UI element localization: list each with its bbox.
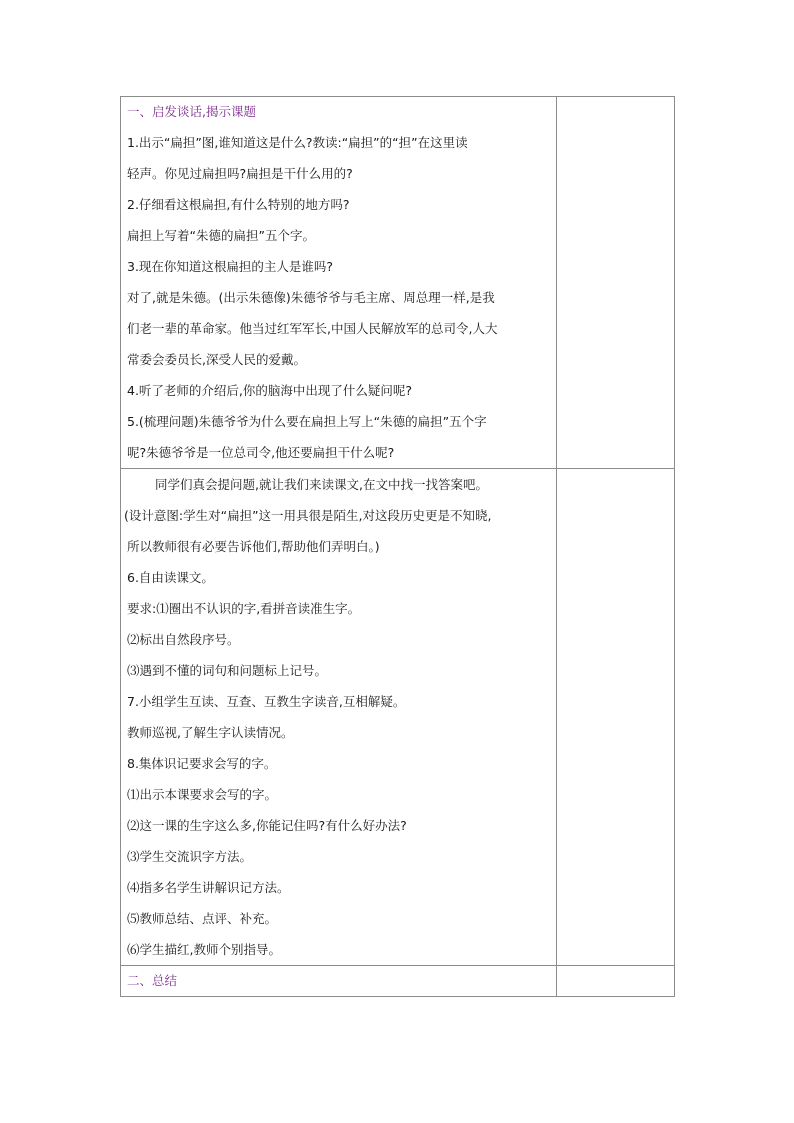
lesson-plan-table xyxy=(120,96,675,997)
intro-line: 同学们真会提问题,就让我们来读课文,在文中找一找答案吧。 xyxy=(155,477,488,492)
text-line: ⑶遇到不懂的词句和问题标上记号。 xyxy=(127,663,328,678)
section3-heading: 二、总结 xyxy=(127,973,178,988)
text-line: ⑴出示本课要求会写的字。 xyxy=(127,787,278,802)
text-line: ⑵这一课的生字这么多,你能记住吗?有什么好办法? xyxy=(127,818,407,833)
side-notes-cell xyxy=(557,966,675,997)
text-line: 8.集体识记要求会写的字。 xyxy=(127,756,277,771)
text-line: 5.(梳理问题)朱德爷爷为什么要在扁担上写上“朱德的扁担”五个字 xyxy=(127,414,487,429)
design-note-line: 所以教师很有必要告诉他们,帮助他们弄明白。) xyxy=(127,539,380,554)
section1-heading: 一、启发谈话,揭示课题 xyxy=(127,104,256,119)
text-line: 呢?朱德爷爷是一位总司令,他还要扁担干什么呢? xyxy=(127,445,395,460)
text-line: 2.仔细看这根扁担,有什么特别的地方吗? xyxy=(127,197,350,212)
text-line: ⑹学生描红,教师个别指导。 xyxy=(127,942,281,957)
text-line: 7.小组学生互读、互查、互教生字读音,互相解疑。 xyxy=(127,694,406,709)
text-line: ⑵标出自然段序号。 xyxy=(127,632,240,647)
text-line: ⑸教师总结、点评、补充。 xyxy=(127,911,278,926)
text-line: 1.出示“扁担”图,谁知道这是什么?教读:“扁担”的“担”在这里读 xyxy=(127,135,468,150)
text-line: 4.听了老师的介绍后,你的脑海中出现了什么疑问呢? xyxy=(127,383,413,398)
text-line: 对了,就是朱德。(出示朱德像)朱德爷爷与毛主席、周总理一样,是我 xyxy=(127,290,495,305)
text-line: ⑷指多名学生讲解识记方法。 xyxy=(127,880,290,895)
text-line: ⑶学生交流识字方法。 xyxy=(127,849,253,864)
section3-cell xyxy=(121,966,557,997)
text-line: 要求:⑴圈出不认识的字,看拼音读准生字。 xyxy=(127,601,361,616)
design-note-line: (设计意图:学生对“扁担”这一用具很是陌生,对这段历史更是不知晓, xyxy=(124,508,492,523)
text-line: 轻声。你见过扁担吗?扁担是干什么用的? xyxy=(127,166,353,181)
text-line: 扁担上写着“朱德的扁担”五个字。 xyxy=(127,228,315,243)
text-line: 教师巡视,了解生字认读情况。 xyxy=(127,725,294,740)
text-line: 6.自由读课文。 xyxy=(127,570,214,585)
section2-cell xyxy=(121,469,557,966)
section1-cell xyxy=(121,97,557,469)
text-line: 3.现在你知道这根扁担的主人是谁吗? xyxy=(127,259,334,274)
table-row xyxy=(121,966,675,997)
table-row xyxy=(121,97,675,469)
side-notes-cell xyxy=(557,97,675,469)
text-line: 们老一辈的革命家。他当过红军军长,中国人民解放军的总司令,人大 xyxy=(127,321,498,336)
text-line: 常委会委员长,深受人民的爱戴。 xyxy=(127,352,306,367)
side-notes-cell xyxy=(557,469,675,966)
table-row xyxy=(121,469,675,966)
